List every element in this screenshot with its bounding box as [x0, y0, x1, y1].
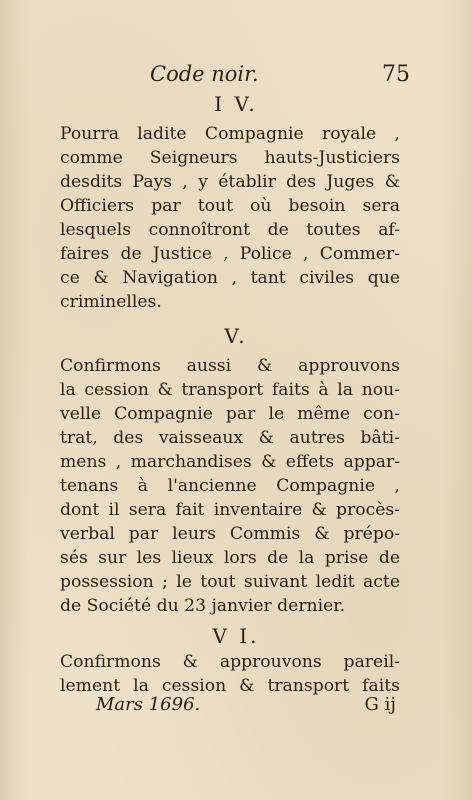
running-title: Code noir. [150, 62, 259, 86]
article-v-line: trat, des vaisseaux & autres bâti- [60, 428, 400, 448]
article-v-line: verbal par leurs Commis & prépo- [60, 524, 400, 544]
article-v-line: tenans à l'ancienne Compagnie , [60, 476, 400, 496]
article-v-line: Confirmons aussi & approuvons [60, 356, 400, 376]
article-iv-line: faires de Justice , Police , Commer- [60, 244, 400, 264]
article-v-heading: V. [224, 324, 248, 348]
running-head [150, 62, 410, 92]
article-vi-heading: V I. [212, 624, 260, 648]
page-number: 75 [382, 62, 410, 87]
article-v-line: sés sur les lieux lors de la prise de [60, 548, 400, 568]
article-iv-line: lesquels connoîtront de toutes af- [60, 220, 400, 240]
article-iv-line: desdits Pays , y établir des Juges & [60, 172, 400, 192]
article-v-line: mens , marchandises & effets appar- [60, 452, 400, 472]
footer-date: Mars 1696. [96, 694, 201, 715]
signature-mark: G ij [364, 694, 396, 715]
article-iv-line: Officiers par tout où besoin sera [60, 196, 400, 216]
article-vi-line: Confirmons & approuvons pareil- [60, 652, 400, 672]
article-iv-line: Pourra ladite Compagnie royale , [60, 124, 400, 144]
article-v-line: dont il sera fait inventaire & procès- [60, 500, 400, 520]
article-vi-line: lement la cession & transport faits [60, 676, 400, 696]
article-v-line: velle Compagnie par le même con- [60, 404, 400, 424]
article-v-line: de Société du 23 janvier dernier. [60, 596, 346, 616]
article-iv-line: criminelles. [60, 292, 162, 312]
article-iv-heading: I V. [214, 92, 258, 116]
article-iv-line: comme Seigneurs hauts-Justiciers [60, 148, 400, 168]
article-iv-line: ce & Navigation , tant civiles que [60, 268, 400, 288]
article-v-line: possession ; le tout suivant ledit acte [60, 572, 400, 592]
page-footer [96, 694, 396, 720]
article-v-line: la cession & transport faits à la nou- [60, 380, 400, 400]
